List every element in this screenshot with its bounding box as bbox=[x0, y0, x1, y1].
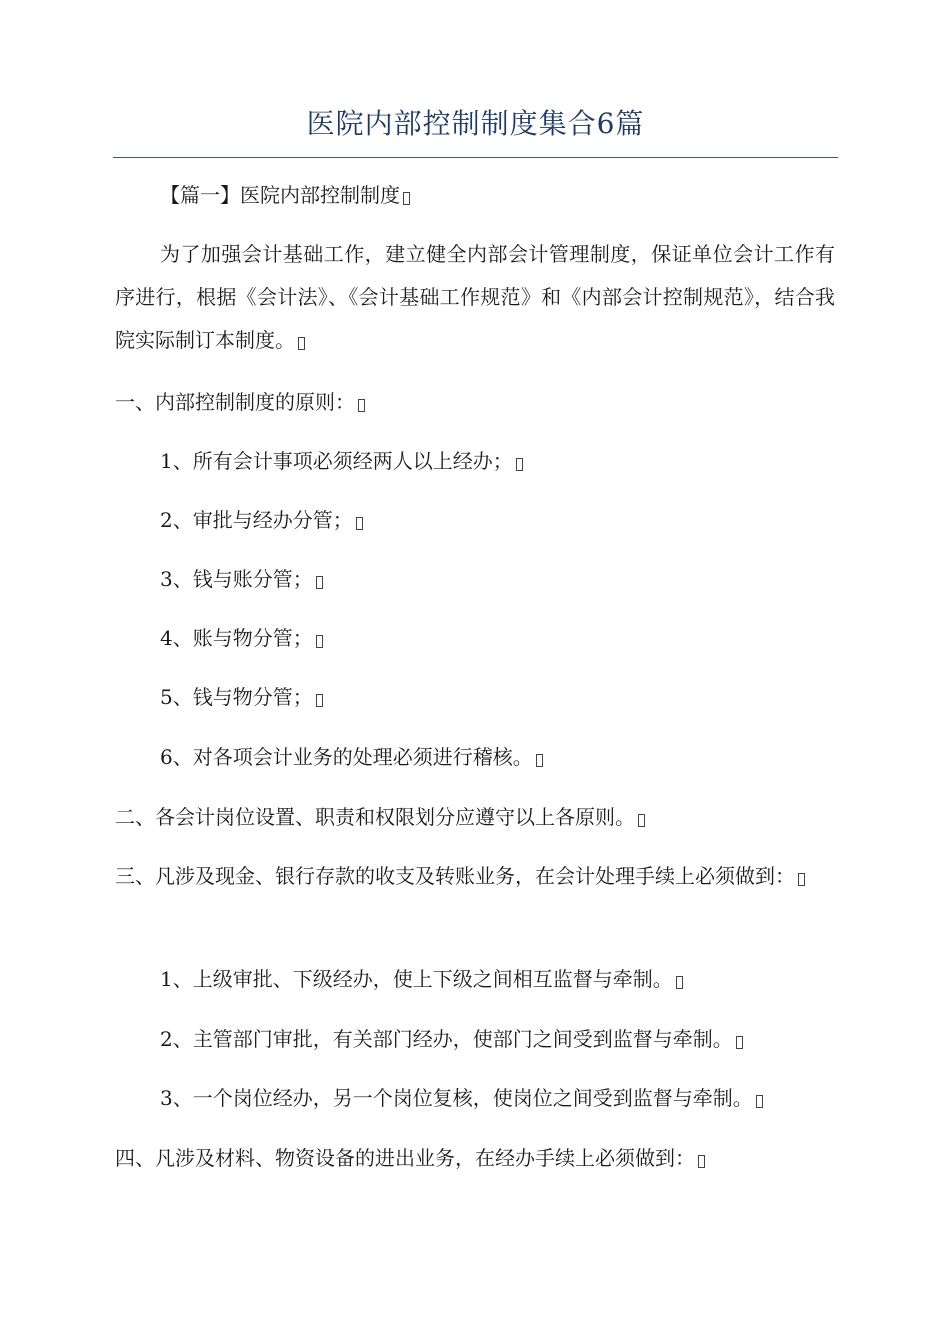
paragraph-mark-icon bbox=[736, 1036, 743, 1049]
intro-paragraph bbox=[115, 233, 835, 362]
clause-heading bbox=[115, 1137, 835, 1180]
list-item bbox=[160, 1077, 880, 1120]
paragraph-text: 三、凡涉及现金、银行存款的收支及转账业务，在会计处理手续上必须做到： bbox=[115, 864, 795, 888]
paragraph-mark-icon bbox=[638, 814, 645, 827]
paragraph-text: 6、对各项会计业务的处理必须进行稽核。 bbox=[160, 745, 533, 769]
paragraph-mark-icon bbox=[676, 976, 683, 989]
list-item bbox=[160, 617, 880, 660]
paragraph-mark-icon bbox=[356, 517, 363, 530]
paragraph-mark-icon bbox=[536, 754, 543, 767]
list-item bbox=[160, 736, 880, 779]
clause-heading bbox=[115, 855, 835, 898]
paragraph-text: 1、上级审批、下级经办，使上下级之间相互监督与牵制。 bbox=[160, 967, 673, 991]
paragraph-mark-icon bbox=[698, 1155, 705, 1168]
paragraph-text: 1、所有会计事项必须经两人以上经办； bbox=[160, 449, 513, 473]
paragraph-mark-icon bbox=[316, 694, 323, 707]
paragraph-mark-icon bbox=[516, 458, 523, 471]
paragraph-text: 3、钱与账分管； bbox=[160, 567, 313, 591]
paragraph-mark-icon bbox=[298, 337, 305, 350]
paragraph-text: 为了加强会计基础工作，建立健全内部会计管理制度，保证单位会计工作有序进行，根据《会计法》、《会计基础工作规范》和《内部会计控制规范》，结合我院实际制订本制度。 bbox=[115, 242, 835, 352]
paragraph-text: 2、主管部门审批，有关部门经办，使部门之间受到监督与牵制。 bbox=[160, 1027, 733, 1051]
list-item bbox=[160, 1018, 880, 1061]
section-heading bbox=[160, 174, 880, 217]
list-item bbox=[160, 958, 880, 1001]
clause-heading bbox=[115, 796, 835, 839]
paragraph-text: 【篇一】医院内部控制制度 bbox=[160, 183, 400, 207]
paragraph-text: 3、一个岗位经办，另一个岗位复核，使岗位之间受到监督与牵制。 bbox=[160, 1086, 753, 1110]
title-divider bbox=[113, 157, 838, 158]
paragraph-mark-icon bbox=[756, 1095, 763, 1108]
list-item bbox=[160, 499, 880, 542]
paragraph-mark-icon bbox=[358, 399, 365, 412]
list-item bbox=[160, 440, 880, 483]
paragraph-mark-icon bbox=[798, 873, 805, 886]
paragraph-text: 四、凡涉及材料、物资设备的进出业务，在经办手续上必须做到： bbox=[115, 1146, 695, 1170]
document-title: 医院内部控制制度集合6篇 bbox=[306, 107, 645, 140]
paragraph-mark-icon bbox=[403, 192, 410, 205]
paragraph-text: 二、各会计岗位设置、职责和权限划分应遵守以上各原则。 bbox=[115, 805, 635, 829]
paragraph-mark-icon bbox=[316, 635, 323, 648]
clause-heading bbox=[115, 381, 835, 424]
paragraph-text: 4、账与物分管； bbox=[160, 626, 313, 650]
paragraph-text: 一、内部控制制度的原则： bbox=[115, 390, 355, 414]
list-item bbox=[160, 558, 880, 601]
paragraph-mark-icon bbox=[316, 576, 323, 589]
list-item bbox=[160, 676, 880, 719]
paragraph-text: 5、钱与物分管； bbox=[160, 685, 313, 709]
paragraph-text: 2、审批与经办分管； bbox=[160, 508, 353, 532]
